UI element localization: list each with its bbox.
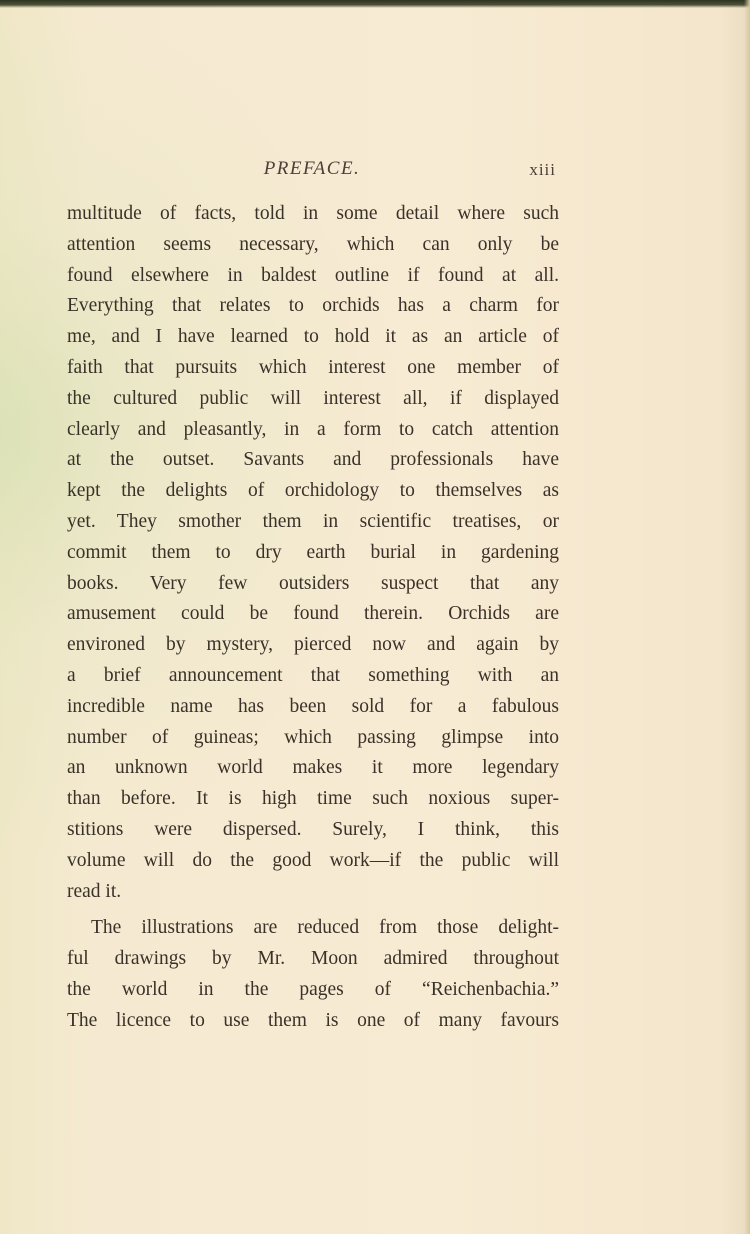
text-line: found elsewhere in baldest outline if found at all. (67, 264, 559, 286)
text-line: clearly and pleasantly, in a form to catch attention (67, 418, 559, 440)
page-top-edge (0, 0, 750, 8)
text-line: a brief announcement that something with an (67, 664, 559, 686)
text-line: The licence to use them is one of many favours (67, 1009, 559, 1031)
text-line: incredible name has been sold for a fabulous (67, 695, 559, 717)
text-line: commit them to dry earth burial in gardening (67, 541, 559, 563)
text-line: stitions were dispersed. Surely, I think, this (67, 818, 559, 840)
text-line: books. Very few outsiders suspect that any (67, 572, 559, 594)
text-line: kept the delights of orchidology to themselves as (67, 480, 559, 502)
text-line: amusement could be found therein. Orchids are (67, 603, 559, 625)
page-right-edge (744, 0, 750, 1234)
text-line: ful drawings by Mr. Moon admired throughout (67, 948, 559, 970)
text-line: attention seems necessary, which can only be (67, 233, 559, 255)
text-line: an unknown world makes it more legendary (67, 757, 559, 779)
text-line: Everything that relates to orchids has a charm for (67, 295, 559, 317)
page-header (66, 158, 558, 188)
paragraph-2 (67, 913, 559, 1036)
text-line: at the outset. Savants and professionals have (67, 449, 559, 471)
text-line: yet. They smother them in scientific treatises, or (67, 510, 559, 532)
text-line: faith that pursuits which interest one member of (67, 356, 559, 378)
text-line: me, and I have learned to hold it as an article of (67, 326, 559, 348)
paragraph-1 (67, 199, 559, 907)
text-line: than before. It is high time such noxious super- (67, 788, 559, 810)
text-line: environed by mystery, pierced now and again by (67, 634, 559, 656)
text-line: the world in the pages of “Reichenbachia.” (67, 978, 559, 1000)
text-line: The illustrations are reduced from those delight- (91, 917, 559, 939)
body-text (67, 199, 559, 1037)
text-line: multitude of facts, told in some detail where such (67, 203, 559, 224)
page-number: xiii (529, 160, 556, 179)
text-line: number of guineas; which passing glimpse into (67, 726, 559, 748)
text-line: volume will do the good work—if the public will (67, 849, 559, 871)
text-line: read it. (67, 880, 122, 902)
text-line: the cultured public will interest all, if displayed (67, 387, 559, 409)
running-head: PREFACE. (263, 158, 361, 179)
